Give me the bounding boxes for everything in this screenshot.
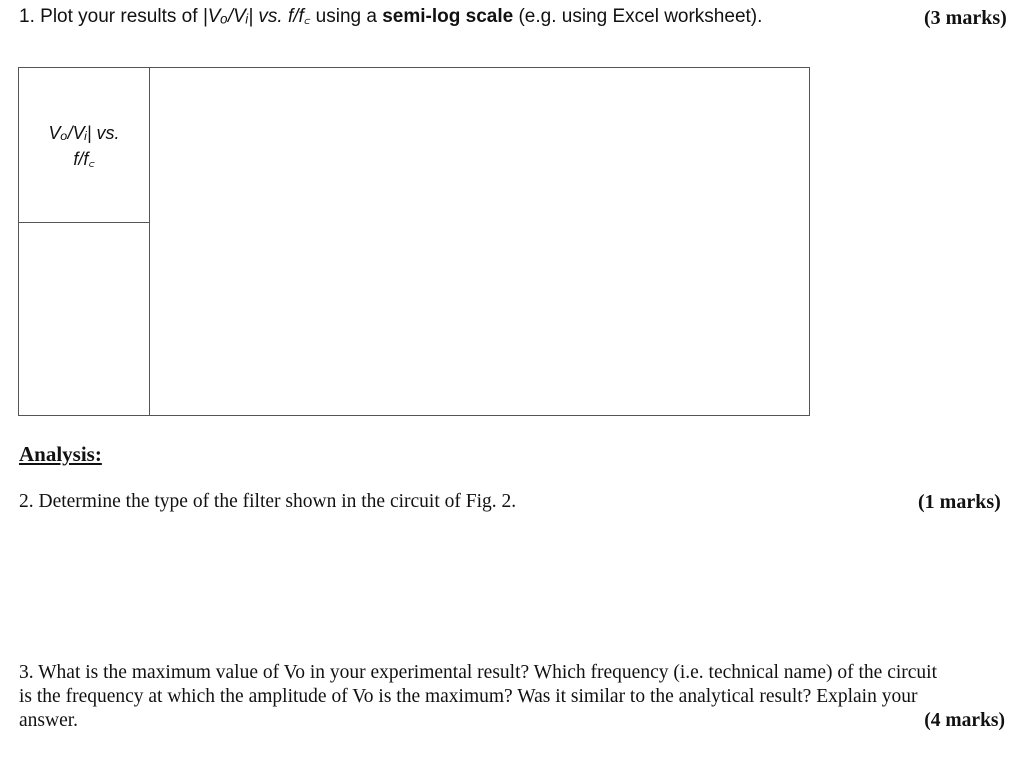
question-1-text-before: Plot your results of (40, 6, 198, 27)
question-1-marks: (3 marks) (924, 7, 1007, 29)
question-3-line3: answer. (19, 710, 79, 731)
question-3-marks: (4 marks) (924, 710, 1005, 731)
question-2-text: 2. Determine the type of the filter shown in the circuit of Fig. 2. (19, 491, 517, 512)
question-1-number: 1. (19, 6, 35, 27)
analysis-heading: Analysis: (19, 442, 102, 466)
plot-label-line2: f/f꜀ (73, 149, 95, 169)
question-1 (19, 5, 762, 29)
plot-label-line1: Vₒ/Vᵢ| vs. (48, 123, 120, 143)
plot-area-cell[interactable] (150, 68, 810, 416)
plot-blank-cell[interactable] (19, 223, 150, 416)
question-1-emphasis: semi-log scale (382, 6, 514, 27)
question-1-text-after: (e.g. using Excel worksheet). (518, 6, 763, 27)
question-3 (19, 661, 1021, 733)
question-1-text-mid: using a (315, 6, 377, 27)
question-3-line2: is the frequency at which the amplitude of Vo is the maximum? Was it similar to the analytical result? Explain your (19, 686, 918, 707)
plot-label-cell (19, 68, 150, 223)
question-1-ratio: |Vₒ/Vᵢ| vs. f/f꜀ (202, 6, 311, 27)
question-3-line1: 3. What is the maximum value of Vo in your experimental result? Which frequency (i.e. technical name) of the circuit (19, 662, 938, 683)
question-2-marks: (1 marks) (918, 491, 1001, 513)
plot-table (18, 67, 810, 416)
